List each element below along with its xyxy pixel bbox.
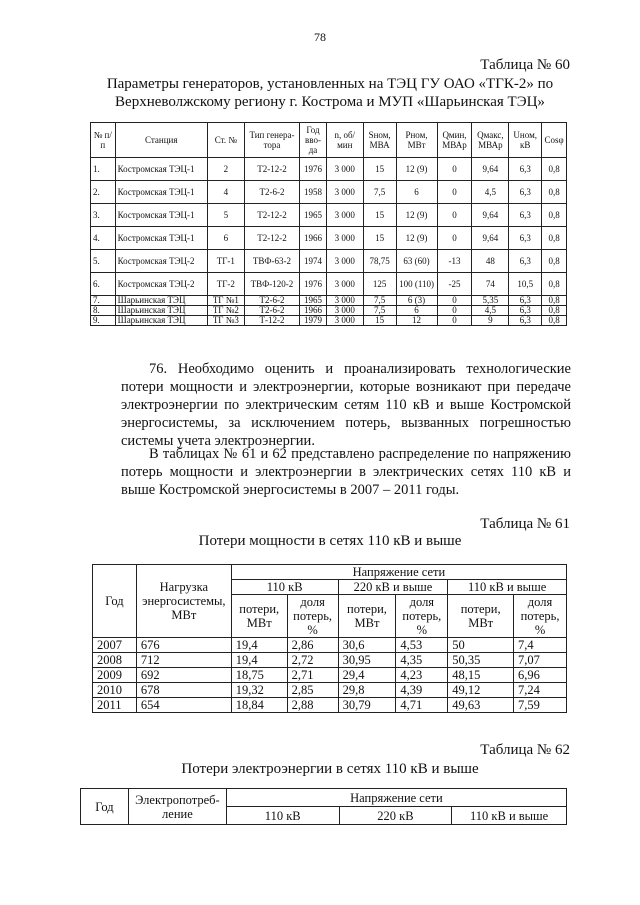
load-cell: 712 (136, 653, 231, 668)
p-nom-cell: 12 (9) (396, 158, 437, 181)
year-cell: 1966 (300, 306, 327, 316)
table-62-title: Потери электроэнергии в сетях 110 кВ и выше (181, 761, 479, 777)
station-cell: Костромская ТЭЦ-1 (115, 204, 207, 227)
table-header-row (93, 565, 567, 580)
table-61-label: Таблица № 61 (480, 516, 570, 532)
loss-110-cell: 18,84 (231, 698, 287, 713)
generator-type-cell: ТВФ-120-2 (244, 273, 299, 296)
table-row (91, 306, 567, 316)
header-loss: потери, МВт (231, 595, 287, 638)
station-cell: Шарьинская ТЭЦ (115, 296, 207, 306)
loss-220-plus-cell: 30,95 (338, 653, 396, 668)
generator-type-cell: Т2-6-2 (244, 306, 299, 316)
unit-number-cell: ТГ №1 (207, 296, 244, 306)
generator-type-cell: Т2-12-2 (244, 158, 299, 181)
p-nom-cell: 63 (60) (396, 250, 437, 273)
station-cell: Костромская ТЭЦ-1 (115, 158, 207, 181)
share-110-plus-cell: 7,24 (514, 683, 567, 698)
table-60-title-line2: Верхневолжскому региону г. Кострома и МУП «Шарьинская ТЭЦ» (115, 94, 545, 110)
header-consumption: Электропотреб-ление (128, 789, 226, 825)
station-cell: Костромская ТЭЦ-1 (115, 181, 207, 204)
row-number-cell: 6. (91, 273, 116, 296)
page-number: 78 (314, 30, 326, 44)
header-s-nom: Sном, МВА (363, 123, 396, 158)
year-cell: 1974 (300, 250, 327, 273)
u-nom-cell: 6,3 (509, 204, 542, 227)
station-cell: Шарьинская ТЭЦ (115, 316, 207, 326)
q-min-cell: 0 (437, 181, 472, 204)
loss-110-cell: 19,4 (231, 653, 287, 668)
share-110-cell: 2,72 (287, 653, 338, 668)
loss-220-plus-cell: 30,79 (338, 698, 396, 713)
row-number-cell: 1. (91, 158, 116, 181)
table-row (93, 638, 567, 653)
header-voltage: Напряжение сети (226, 789, 566, 807)
p-nom-cell: 6 (396, 181, 437, 204)
table-row (93, 698, 567, 713)
q-max-cell: 4,5 (472, 306, 509, 316)
share-110-plus-cell: 7,07 (514, 653, 567, 668)
table-row (91, 158, 567, 181)
cos-phi-cell: 0,8 (542, 181, 567, 204)
p-nom-cell: 6 (3) (396, 296, 437, 306)
table-row (91, 296, 567, 306)
speed-cell: 3 000 (326, 158, 363, 181)
cos-phi-cell: 0,8 (542, 158, 567, 181)
q-min-cell: -25 (437, 273, 472, 296)
table-row (91, 227, 567, 250)
header-share: доля потерь, % (514, 595, 567, 638)
paragraph-tables-intro: В таблицах № 61 и 62 представлено распределение по напряжению потерь мощности и электроэнергии в электрических сетях 110 кВ и выше Костромской энергосистемы в 2007 – 2011 годы. (121, 446, 571, 498)
unit-number-cell: 2 (207, 158, 244, 181)
generator-type-cell: Т2-12-2 (244, 227, 299, 250)
q-min-cell: 0 (437, 296, 472, 306)
year-cell: 1976 (300, 158, 327, 181)
unit-number-cell: ТГ №3 (207, 316, 244, 326)
s-nom-cell: 15 (363, 158, 396, 181)
header-load: Нагрузка энергосистемы, МВт (136, 565, 231, 638)
cos-phi-cell: 0,8 (542, 204, 567, 227)
table-row (93, 653, 567, 668)
year-cell: 1976 (300, 273, 327, 296)
q-max-cell: 4,5 (472, 181, 509, 204)
header-loss: потери, МВт (338, 595, 396, 638)
table-61-title: Потери мощности в сетях 110 кВ и выше (198, 533, 462, 549)
loss-110-plus-cell: 49,12 (448, 683, 514, 698)
p-nom-cell: 100 (110) (396, 273, 437, 296)
share-110-plus-cell: 6,96 (514, 668, 567, 683)
share-110-plus-cell: 7,59 (514, 698, 567, 713)
loss-110-cell: 19,32 (231, 683, 287, 698)
station-cell: Шарьинская ТЭЦ (115, 306, 207, 316)
station-cell: Костромская ТЭЦ-2 (115, 250, 207, 273)
year-cell: 1965 (300, 296, 327, 306)
share-220-plus-cell: 4,23 (396, 668, 448, 683)
row-number-cell: 7. (91, 296, 116, 306)
header-q-max: Qмакс, МВАр (472, 123, 509, 158)
year-cell: 2007 (93, 638, 137, 653)
station-cell: Костромская ТЭЦ-2 (115, 273, 207, 296)
table-60-label: Таблица № 60 (480, 57, 570, 73)
generator-type-cell: Т2-12-2 (244, 204, 299, 227)
header-share: доля потерь, % (396, 595, 448, 638)
cos-phi-cell: 0,8 (542, 296, 567, 306)
u-nom-cell: 10,5 (509, 273, 542, 296)
speed-cell: 3 000 (326, 181, 363, 204)
year-cell: 2010 (93, 683, 137, 698)
q-max-cell: 48 (472, 250, 509, 273)
q-max-cell: 9,64 (472, 227, 509, 250)
speed-cell: 3 000 (326, 204, 363, 227)
generator-parameters-table (90, 122, 567, 326)
speed-cell: 3 000 (326, 296, 363, 306)
header-group-110: 110 кВ (231, 580, 338, 595)
row-number-cell: 2. (91, 181, 116, 204)
table-row (91, 204, 567, 227)
loss-110-plus-cell: 50,35 (448, 653, 514, 668)
header-station: Станция (115, 123, 207, 158)
table-row (91, 273, 567, 296)
cos-phi-cell: 0,8 (542, 227, 567, 250)
s-nom-cell: 7,5 (363, 306, 396, 316)
u-nom-cell: 6,3 (509, 296, 542, 306)
share-110-cell: 2,88 (287, 698, 338, 713)
header-unit-number: Ст. № (207, 123, 244, 158)
loss-110-cell: 18,75 (231, 668, 287, 683)
speed-cell: 3 000 (326, 250, 363, 273)
load-cell: 676 (136, 638, 231, 653)
generator-type-cell: Т-12-2 (244, 316, 299, 326)
generator-type-cell: Т2-6-2 (244, 296, 299, 306)
energy-losses-table (80, 788, 567, 825)
row-number-cell: 9. (91, 316, 116, 326)
generator-type-cell: Т2-6-2 (244, 181, 299, 204)
cos-phi-cell: 0,8 (542, 316, 567, 326)
header-group-110-plus: 110 кВ и выше (448, 580, 567, 595)
s-nom-cell: 15 (363, 204, 396, 227)
speed-cell: 3 000 (326, 306, 363, 316)
header-u-nom: Uном, кВ (509, 123, 542, 158)
unit-number-cell: ТГ-2 (207, 273, 244, 296)
loss-110-plus-cell: 49,63 (448, 698, 514, 713)
loss-110-plus-cell: 50 (448, 638, 514, 653)
speed-cell: 3 000 (326, 316, 363, 326)
load-cell: 678 (136, 683, 231, 698)
header-speed: n, об/мин (326, 123, 363, 158)
q-max-cell: 74 (472, 273, 509, 296)
share-220-plus-cell: 4,39 (396, 683, 448, 698)
share-110-plus-cell: 7,4 (514, 638, 567, 653)
q-min-cell: 0 (437, 306, 472, 316)
cos-phi-cell: 0,8 (542, 250, 567, 273)
q-min-cell: -13 (437, 250, 472, 273)
share-110-cell: 2,85 (287, 683, 338, 698)
table-row (93, 668, 567, 683)
year-cell: 1979 (300, 316, 327, 326)
q-min-cell: 0 (437, 316, 472, 326)
s-nom-cell: 7,5 (363, 181, 396, 204)
u-nom-cell: 6,3 (509, 316, 542, 326)
unit-number-cell: ТГ №2 (207, 306, 244, 316)
q-min-cell: 0 (437, 227, 472, 250)
year-cell: 2008 (93, 653, 137, 668)
unit-number-cell: 6 (207, 227, 244, 250)
load-cell: 654 (136, 698, 231, 713)
table-row (93, 683, 567, 698)
u-nom-cell: 6,3 (509, 158, 542, 181)
s-nom-cell: 15 (363, 316, 396, 326)
year-cell: 1958 (300, 181, 327, 204)
speed-cell: 3 000 (326, 227, 363, 250)
table-row (91, 181, 567, 204)
s-nom-cell: 15 (363, 227, 396, 250)
q-max-cell: 9,64 (472, 158, 509, 181)
p-nom-cell: 12 (396, 316, 437, 326)
loss-220-plus-cell: 29,4 (338, 668, 396, 683)
s-nom-cell: 78,75 (363, 250, 396, 273)
q-max-cell: 9,64 (472, 204, 509, 227)
year-cell: 1965 (300, 204, 327, 227)
u-nom-cell: 6,3 (509, 227, 542, 250)
share-110-cell: 2,86 (287, 638, 338, 653)
loss-220-plus-cell: 30,6 (338, 638, 396, 653)
unit-number-cell: 5 (207, 204, 244, 227)
header-share: доля потерь, % (287, 595, 338, 638)
p-nom-cell: 6 (396, 306, 437, 316)
year-cell: 2011 (93, 698, 137, 713)
row-number-cell: 5. (91, 250, 116, 273)
u-nom-cell: 6,3 (509, 306, 542, 316)
header-group-110: 110 кВ (226, 807, 339, 825)
share-220-plus-cell: 4,71 (396, 698, 448, 713)
header-q-min: Qмин, МВАр (437, 123, 472, 158)
header-group-220: 220 кВ (339, 807, 452, 825)
paragraph-76: 76. Необходимо оценить и проанализировать технологические потери мощности и электроэнергии, которые возникают при передаче электроэнергии по электрическим сетям 110 кВ и выше Костромской энергосистемы, за исключением потерь, вызванных погрешностью системы учета электроэнергии. (121, 361, 571, 449)
cos-phi-cell: 0,8 (542, 273, 567, 296)
share-110-cell: 2,71 (287, 668, 338, 683)
loss-110-cell: 19,4 (231, 638, 287, 653)
q-max-cell: 5,35 (472, 296, 509, 306)
load-cell: 692 (136, 668, 231, 683)
header-year: Год (81, 789, 129, 825)
u-nom-cell: 6,3 (509, 250, 542, 273)
table-header-row (81, 789, 567, 807)
header-p-nom: Рном, МВт (396, 123, 437, 158)
unit-number-cell: 4 (207, 181, 244, 204)
year-cell: 1966 (300, 227, 327, 250)
header-year: Год вво-да (300, 123, 327, 158)
header-voltage: Напряжение сети (231, 565, 566, 580)
table-header-row (91, 123, 567, 158)
header-number: № п/п (91, 123, 116, 158)
paragraph-76-block (121, 360, 571, 450)
q-max-cell: 9 (472, 316, 509, 326)
p-nom-cell: 12 (9) (396, 204, 437, 227)
s-nom-cell: 125 (363, 273, 396, 296)
header-loss: потери, МВт (448, 595, 514, 638)
row-number-cell: 3. (91, 204, 116, 227)
row-number-cell: 8. (91, 306, 116, 316)
table-62-label: Таблица № 62 (480, 742, 570, 758)
loss-110-plus-cell: 48,15 (448, 668, 514, 683)
header-generator-type: Тип генера-тора (244, 123, 299, 158)
row-number-cell: 4. (91, 227, 116, 250)
table-60-title-line1: Параметры генераторов, установленных на ТЭЦ ГУ ОАО «ТГК-2» по (106, 76, 554, 92)
unit-number-cell: ТГ-1 (207, 250, 244, 273)
table-row (91, 250, 567, 273)
share-220-plus-cell: 4,53 (396, 638, 448, 653)
year-cell: 2009 (93, 668, 137, 683)
power-losses-table (92, 564, 567, 713)
s-nom-cell: 7,5 (363, 296, 396, 306)
header-cos-phi: Cosφ (542, 123, 567, 158)
q-min-cell: 0 (437, 204, 472, 227)
generator-type-cell: ТВФ-63-2 (244, 250, 299, 273)
u-nom-cell: 6,3 (509, 181, 542, 204)
table-row (91, 316, 567, 326)
q-min-cell: 0 (437, 158, 472, 181)
paragraph-tables-intro-block (121, 445, 571, 499)
cos-phi-cell: 0,8 (542, 306, 567, 316)
speed-cell: 3 000 (326, 273, 363, 296)
p-nom-cell: 12 (9) (396, 227, 437, 250)
loss-220-plus-cell: 29,8 (338, 683, 396, 698)
header-group-220-plus: 220 кВ и выше (338, 580, 448, 595)
share-220-plus-cell: 4,35 (396, 653, 448, 668)
station-cell: Костромская ТЭЦ-1 (115, 227, 207, 250)
header-group-110-plus: 110 кВ и выше (452, 807, 567, 825)
header-year: Год (93, 565, 137, 638)
